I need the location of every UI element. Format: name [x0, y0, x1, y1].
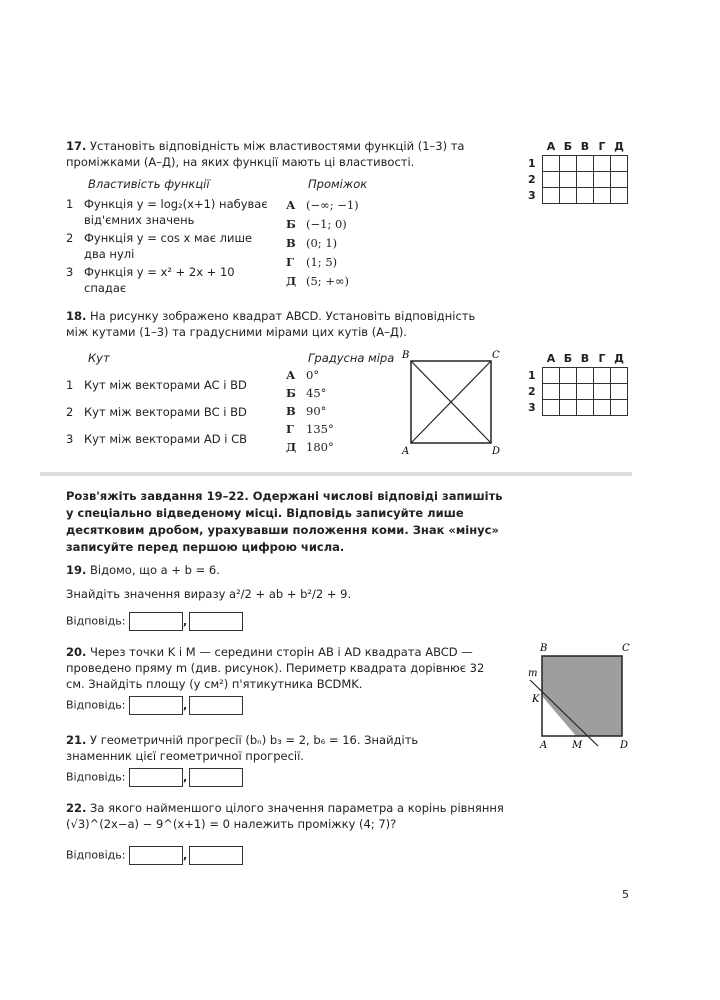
grid-cell[interactable]	[594, 172, 611, 188]
q18-number: 18.	[66, 309, 87, 323]
q19-line1: 19. Відомо, що a + b = 6.	[66, 563, 220, 577]
grid-cell[interactable]	[611, 188, 628, 204]
svg-text:K: K	[532, 694, 540, 705]
q17-answer-grid: А Б В Г Д 1 2 3	[528, 140, 628, 204]
grid-cell[interactable]	[594, 188, 611, 204]
grid-cell[interactable]	[577, 384, 594, 400]
q17-item-1: 1 Функція y = log₂(x+1) набуває від'ємних значень	[66, 197, 268, 227]
q17-item-3: 3 Функція y = x² + 2x + 10 спадає	[66, 265, 235, 295]
q18-item-2: 2 Кут між векторами BC і BD	[66, 405, 247, 419]
q21-answer-integer-box[interactable]	[129, 768, 183, 787]
svg-text:B: B	[540, 643, 548, 654]
grid-cell[interactable]	[577, 188, 594, 204]
q22-answer: Відповідь: ,	[66, 846, 243, 865]
q18-square-figure	[398, 348, 503, 456]
svg-text:C: C	[622, 643, 630, 654]
q17-col-right: Проміжок	[308, 177, 368, 191]
q21-answer: Відповідь: ,	[66, 768, 243, 787]
grid-cell[interactable]	[577, 368, 594, 384]
q20-answer-decimal-box[interactable]	[189, 696, 243, 715]
grid-cell[interactable]	[611, 384, 628, 400]
svg-text:C: C	[492, 350, 500, 361]
q22-answer-decimal-box[interactable]	[189, 846, 243, 865]
q17-statement: Установіть відповідність між властивостями функцій (1–3) та проміжками (А–Д), на яких функції мають ці властивості.	[66, 139, 465, 169]
q20-answer: Відповідь: ,	[66, 696, 243, 715]
grid-cell[interactable]	[594, 368, 611, 384]
q17-text	[66, 138, 486, 170]
q18-text	[66, 308, 486, 340]
q18-item-3: 3 Кут між векторами AD і CB	[66, 432, 248, 446]
grid-cell[interactable]	[543, 368, 560, 384]
grid-cell[interactable]	[543, 172, 560, 188]
q22-answer-integer-box[interactable]	[129, 846, 183, 865]
q17-options: А (−∞; −1) Б (−1; 0) В (0; 1) Г (1; 5) Д (5; +∞)	[286, 198, 359, 288]
grid-cell[interactable]	[560, 400, 577, 416]
q18-options: А 0° Б 45° В 90° Г 135° Д 180°	[286, 368, 334, 454]
grid-cell[interactable]	[594, 384, 611, 400]
q18-answer-grid: А Б В Г Д 1 2 3	[528, 352, 628, 416]
grid-cell[interactable]	[611, 400, 628, 416]
q21-answer-decimal-box[interactable]	[189, 768, 243, 787]
grid-cell[interactable]	[560, 156, 577, 172]
q18-item-1: 1 Кут між векторами AC і BD	[66, 378, 247, 392]
grid-cell[interactable]	[560, 368, 577, 384]
q19-answer-integer-box[interactable]	[129, 612, 183, 631]
grid-cell[interactable]	[543, 400, 560, 416]
svg-text:m: m	[528, 668, 538, 679]
grid-cell[interactable]	[611, 368, 628, 384]
q17-number: 17.	[66, 139, 87, 153]
svg-text:D: D	[492, 446, 501, 456]
q20-square-figure	[522, 640, 634, 752]
svg-text:A: A	[540, 740, 548, 751]
grid-cell[interactable]	[560, 172, 577, 188]
svg-text:B: B	[402, 350, 410, 361]
q18-items	[66, 372, 247, 453]
q20-answer-integer-box[interactable]	[129, 696, 183, 715]
grid-cell[interactable]	[543, 384, 560, 400]
q18-statement: На рисунку зображено квадрат ABCD. Установіть відповідність між кутами (1–3) та градусними мірами цих кутів (А–Д).	[66, 309, 476, 339]
grid-cell[interactable]	[594, 400, 611, 416]
q17-col-left: Властивість функції	[88, 177, 210, 191]
grid-cell[interactable]	[560, 188, 577, 204]
grid-cell[interactable]	[543, 156, 560, 172]
q19-answer-decimal-box[interactable]	[189, 612, 243, 631]
grid-cell[interactable]	[611, 172, 628, 188]
q22-text: 22. За якого найменшого цілого значення параметра a корінь рівняння (√3)^(2x−a) − 9^(x+1) = 0 належить проміжку (4; 7)?	[66, 801, 504, 831]
grid-cell[interactable]	[543, 188, 560, 204]
svg-text:A: A	[402, 446, 410, 456]
section-divider	[40, 472, 632, 476]
q20-text: 20. Через точки K і M — середини сторін AB і AD квадрата ABCD — проведено пряму m (див. рисунок). Периметр квадрата дорівнює 32 см. Знайдіть площу (у см²) п'ятикутника BCDMK.	[66, 645, 485, 691]
grid-cell[interactable]	[577, 172, 594, 188]
svg-text:M: M	[572, 740, 583, 751]
q18-col-right: Градусна міра	[308, 351, 395, 365]
q17-item-2: 2 Функція y = cos x має лише два нулі	[66, 231, 253, 261]
grid-cell[interactable]	[577, 156, 594, 172]
q21-text: 21. У геометричній прогресії (bₙ) b₃ = 2, b₆ = 16. Знайдіть знаменник цієї геометричної прогресії.	[66, 733, 419, 763]
grid-cell[interactable]	[577, 400, 594, 416]
page-number: 5	[622, 888, 629, 901]
svg-text:D: D	[620, 740, 629, 751]
grid-cell[interactable]	[611, 156, 628, 172]
instruction-text: Розв'яжіть завдання 19–22. Одержані числові відповіді запишіть у спеціально відведеному місці. Відповідь записуйте лише десятковим дробом, урахувавши положення коми. Знак «мінус» записуйте перед першою цифрою числа.	[66, 489, 503, 554]
q19-answer: Відповідь: ,	[66, 612, 243, 631]
q19-line2: Знайдіть значення виразу a²/2 + ab + b²/2 + 9.	[66, 587, 352, 601]
q18-col-left: Кут	[88, 351, 110, 365]
grid-cell[interactable]	[560, 384, 577, 400]
grid-cell[interactable]	[594, 156, 611, 172]
